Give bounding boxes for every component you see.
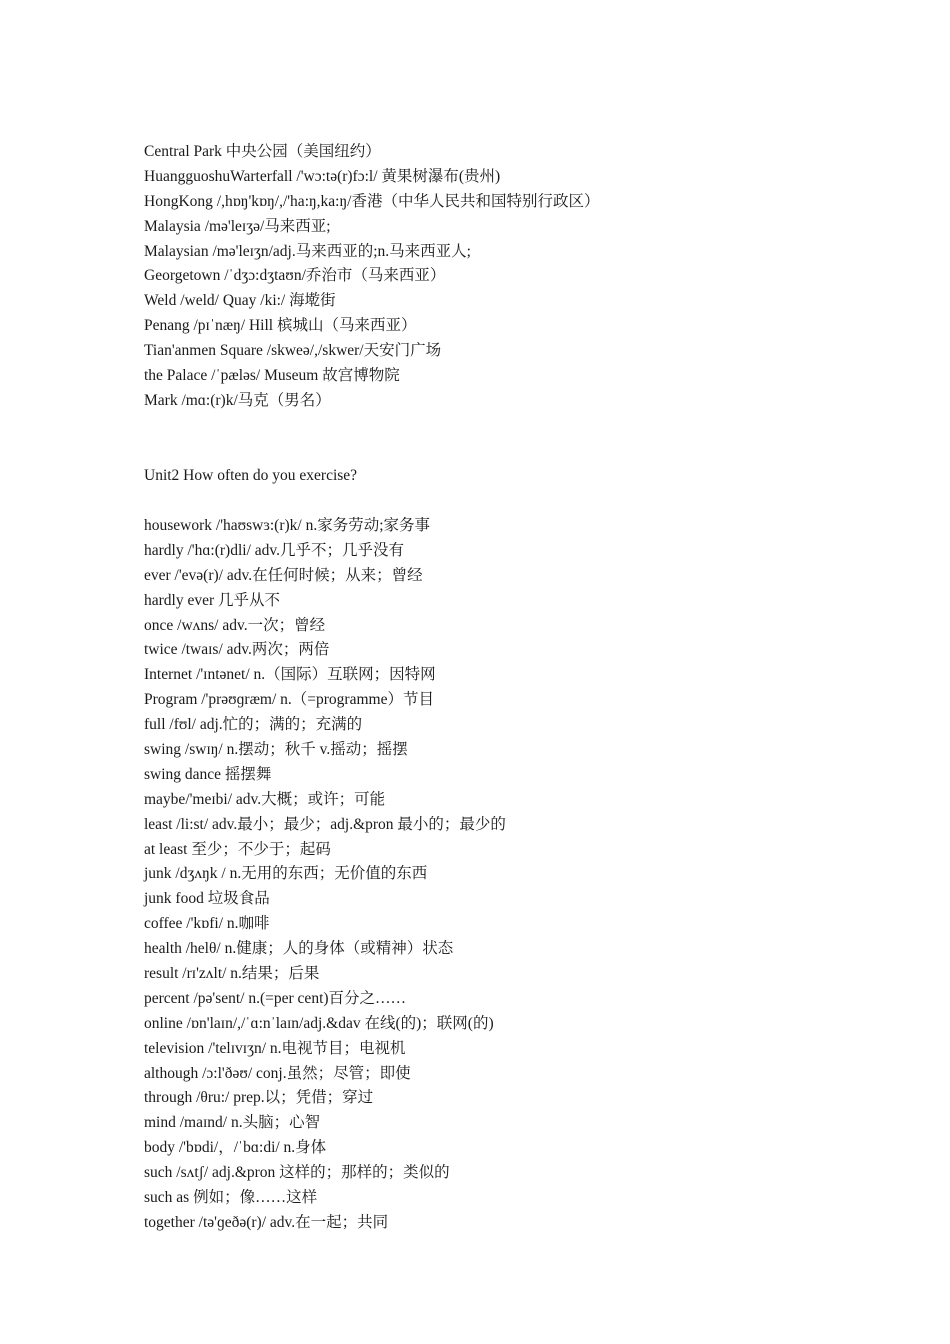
list-item: body /'bɒdi/，/ˈbɑ:di/ n.身体 (144, 1139, 327, 1157)
list-item: HongKong /,hɒŋ'kɒŋ/,/'ha:ŋ,ka:ŋ/香港（中华人民共和国特别行政区） (144, 192, 600, 210)
list-item: Weld /weld/ Quay /ki:/ 海墘街 (144, 292, 336, 310)
list-item: HuangguoshuWarterfall /'wɔ:tə(r)fɔ:l/ 黄果树瀑布(贵州) (144, 167, 501, 185)
list-item: Program /'prəʊɡræm/ n.（=programme）节目 (144, 691, 434, 709)
list-item: once /wʌns/ adv.一次；曾经 (144, 616, 326, 634)
list-item: swing /swɪŋ/ n.摆动；秋千 v.摇动；摇摆 (144, 741, 408, 759)
list-item: Central Park 中央公园（美国纽约） (144, 143, 381, 160)
list-item: Malaysia /mə'leɪʒə/马来西亚; (144, 217, 331, 235)
list-item: full /fʊl/ adj.忙的；满的；充满的 (144, 716, 363, 734)
list-item: such /sʌtʃ/ adj.&pron 这样的；那样的；类似的 (144, 1164, 450, 1182)
list-item: such as 例如；像……这样 (144, 1189, 318, 1207)
unit-heading: Unit2 How often do you exercise? (144, 467, 358, 484)
list-item: together /tə'ɡeðə(r)/ adv.在一起；共同 (144, 1213, 389, 1231)
list-item: online /ɒn'laɪn/,/ˈɑ:nˈlaɪn/adj.&dav 在线(的)；联网(的) (144, 1014, 494, 1032)
vocabulary-list (144, 514, 904, 1236)
list-item: ever /'evə(r)/ adv.在任何时候；从来；曾经 (144, 566, 423, 584)
list-item: Georgetown /ˈdʒɔ:dʒtaʊn/乔治市（马来西亚） (144, 267, 446, 285)
list-item: health /helθ/ n.健康；人的身体（或精神）状态 (144, 940, 454, 958)
unit-heading-block (144, 464, 904, 489)
list-item: swing dance 摇摆舞 (144, 765, 272, 783)
list-item: maybe/'meɪbi/ adv.大概；或许；可能 (144, 790, 386, 808)
list-item: housework /'haʊswɜ:(r)k/ n.家务劳动;家务事 (144, 517, 431, 534)
list-item: Tian'anmen Square /skweə/,/skwer/天安门广场 (144, 342, 442, 360)
list-item: the Palace /ˈpæləs/ Museum 故宫博物院 (144, 367, 400, 385)
list-item: percent /pə'sent/ n.(=per cent)百分之…… (144, 989, 407, 1007)
list-item: through /θru:/ prep.以；凭借；穿过 (144, 1089, 374, 1107)
list-item: Malaysian /mə'leɪʒn/adj.马来西亚的;n.马来西亚人; (144, 242, 471, 260)
list-item: junk /dʒʌŋk / n.无用的东西；无价值的东西 (144, 865, 428, 883)
list-item: twice /twaɪs/ adv.两次；两倍 (144, 641, 330, 659)
list-item: coffee /'kɒfi/ n.咖啡 (144, 915, 270, 933)
list-item: television /'telɪvɪʒn/ n.电视节目；电视机 (144, 1039, 406, 1057)
list-item: Internet /'ɪntənet/ n.（国际）互联网；因特网 (144, 666, 436, 684)
list-item: result /rɪ'zʌlt/ n.结果；后果 (144, 965, 320, 983)
list-item: hardly ever 几乎从不 (144, 591, 281, 609)
list-item: although /ɔ:l'ðəʊ/ conj.虽然；尽管；即使 (144, 1064, 411, 1082)
list-item: mind /maɪnd/ n.头脑；心智 (144, 1114, 321, 1132)
list-item: hardly /'hɑ:(r)dli/ adv.几乎不；几乎没有 (144, 541, 405, 559)
list-item: Mark /mɑ:(r)k/马克（男名） (144, 391, 331, 409)
list-item: least /li:st/ adv.最小；最少；adj.&pron 最小的；最少的 (144, 815, 506, 833)
list-item: at least 至少；不少于；起码 (144, 840, 331, 858)
list-item: junk food 垃圾食品 (144, 890, 270, 908)
place-names-list (144, 140, 904, 414)
list-item: Penang /pɪˈnæŋ/ Hill 槟城山（马来西亚） (144, 317, 417, 335)
